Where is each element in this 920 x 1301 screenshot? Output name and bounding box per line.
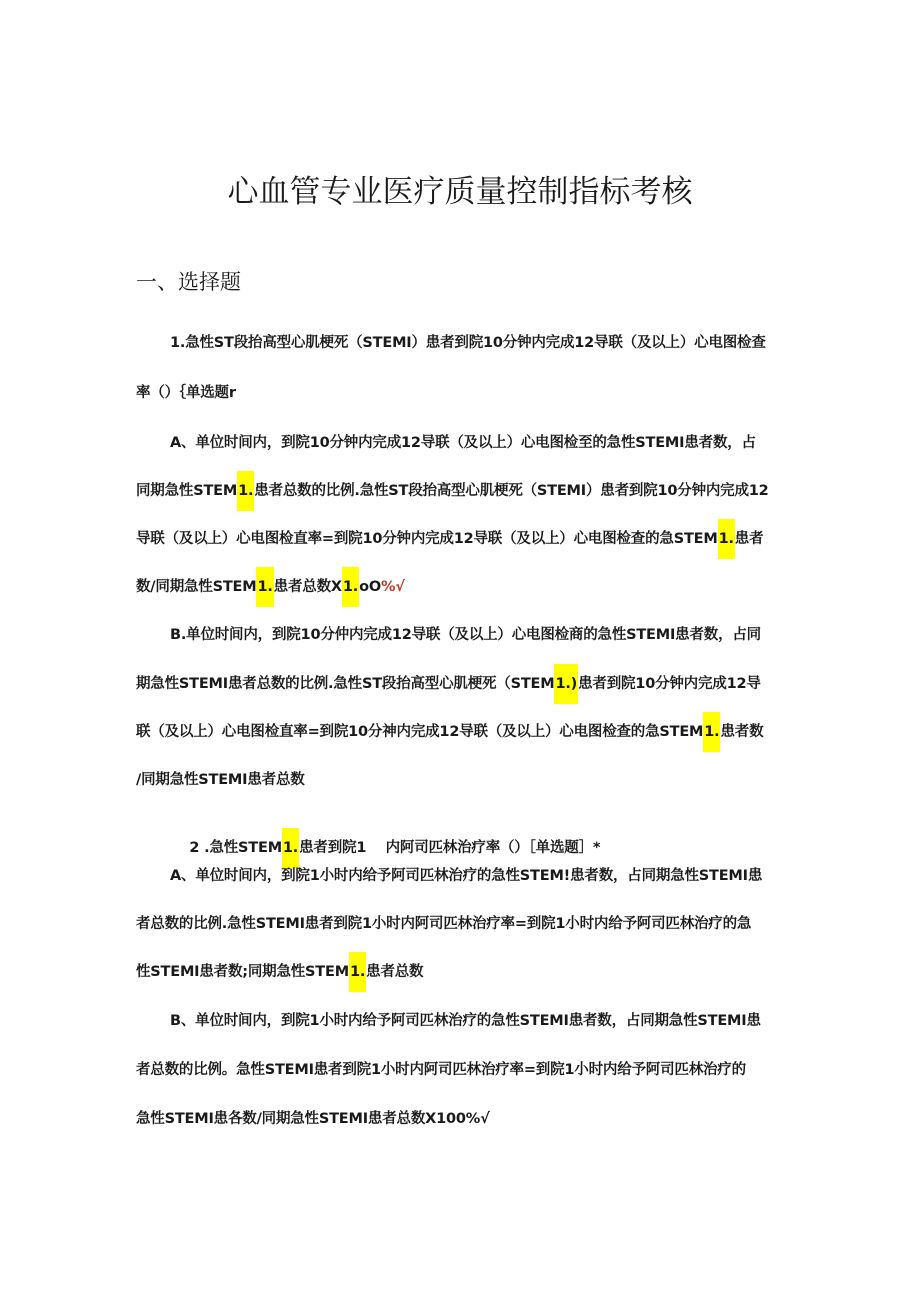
highlight-mark: 1.: [237, 471, 254, 511]
text-run: 患者到院1 内阿司匹林治疗率（）［单选题］*: [299, 840, 601, 856]
q1-option-b-line-2: [136, 674, 761, 694]
text-run: 联（及以上）心电图检直率=到院10分神内完成12导联（及以上）心电图检查的急STEM: [136, 724, 704, 740]
q2-option-a-line-2: 者总数的比例.急性STEMI患者到院1小时内阿司匹林治疗率=到院1小时内给予阿司匹林治疗的急: [136, 916, 752, 932]
highlight-mark: 1.): [554, 664, 578, 704]
q1-option-b-line-1: B.单位时间内，到院10分仲内完成12导联（及以上）心电图检商的急性STEMI患者数，占同: [170, 627, 761, 643]
text-run: 患者数: [720, 724, 764, 740]
highlight-mark: 1.: [342, 567, 359, 607]
text-run: 患者总数X: [273, 579, 342, 595]
q2-option-b-line-2: 者总数的比例。急性STEMI患者到院1小时内阿司匹林治疗率=到院1小时内给予阿司匹林治疗的: [136, 1062, 746, 1078]
q1-option-b-line-4: /同期急性STEMI患者总数: [136, 772, 305, 788]
text-run: 性STEMI患者数;同期急性STEM: [136, 964, 349, 980]
text-run: 期急性STEMI患者总数的比例.急性ST段抬高型心肌梗死（STEM: [136, 676, 555, 692]
text-run: 患者总数的比例.急性ST段抬高型心肌梗死（STEMI）患者到院10分钟内完成12: [254, 483, 769, 499]
text-run: 2 .急性STEM: [189, 840, 282, 856]
q2-option-b-line-3: 急性STEMI患各数/同期急性STEMI患者总数X100%√: [136, 1111, 490, 1127]
text-run: 患者到院10分钟内完成12导: [578, 676, 761, 692]
text-run: 同期急性STEM: [136, 483, 238, 499]
q2-option-a-line-3: [136, 962, 423, 982]
text-run: 患者: [734, 531, 764, 547]
q1-option-a-line-4: [136, 577, 405, 597]
text-run: oO: [359, 579, 381, 595]
highlight-mark: 1.: [282, 828, 299, 868]
highlight-mark: 1.: [718, 519, 735, 559]
text-run: 数/同期急性STEM: [136, 579, 257, 595]
highlight-mark: 1.: [703, 712, 720, 752]
document-title: 心血管专业医疗质量控制指标考核: [227, 174, 693, 210]
correct-check-mark: %√: [380, 579, 405, 595]
text-run: 患者总数: [366, 964, 424, 980]
question-1-line-2: 率（）｛单选题r: [136, 385, 236, 401]
highlight-mark: 1.: [349, 952, 366, 992]
q1-option-a-line-2: [136, 481, 769, 501]
section-heading: 一、选择题: [136, 270, 241, 294]
question-1-line-1: 1.急性ST段抬高型心肌梗死（STEMI）患者到院10分钟内完成12导联（及以上）心电图检查: [170, 335, 766, 351]
q1-option-a-line-3: [136, 529, 763, 549]
q1-option-b-line-3: [136, 722, 763, 742]
highlight-mark: 1.: [256, 567, 273, 607]
q2-option-b-line-1: B、单位时间内，到院1小时内给予阿司匹林治疗的急性STEMI患者数，占同期急性STEMI患: [170, 1013, 761, 1029]
q1-option-a-line-1: A、单位时间内，到院10分钟内完成12导联（及以上）心电图检至的急性STEMI患者数，占: [170, 435, 756, 451]
text-run: 导联（及以上）心电图检直率=到院10分钟内完成12导联（及以上）心电图检查的急STEM: [136, 531, 718, 547]
q2-option-a-line-1: A、单位时间内，到院1小时内给予阿司匹林治疗的急性STEM!患者数，占同期急性STEMI患: [170, 868, 763, 884]
